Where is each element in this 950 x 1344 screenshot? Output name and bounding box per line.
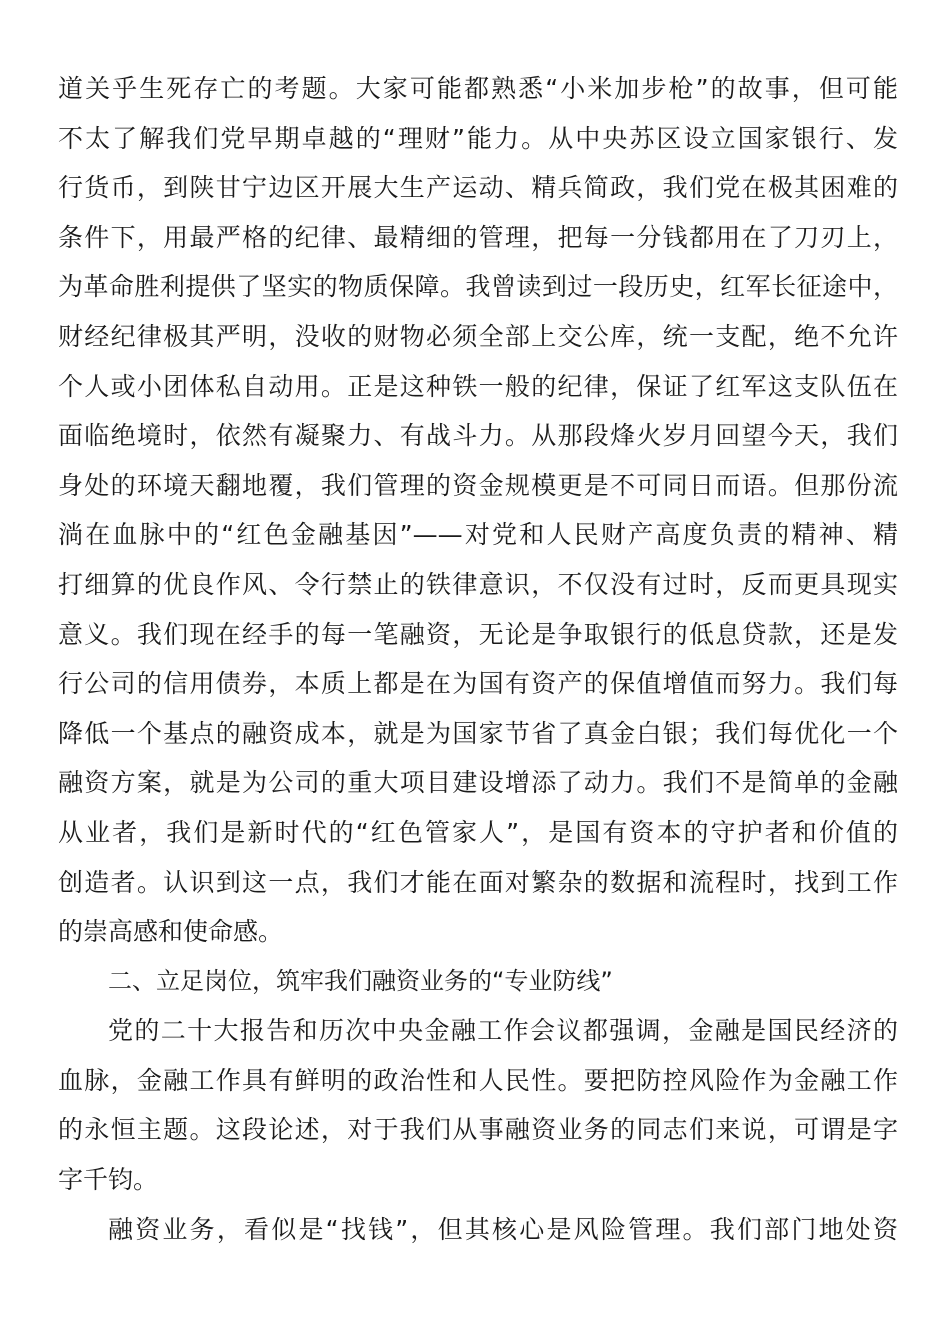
text-line: 财经纪律极其严明，没收的财物必须全部上交公库，统一支配，绝不允许 xyxy=(58,321,898,351)
text-line: 党的二十大报告和历次中央金融工作会议都强调，金融是国民经济的 xyxy=(108,1016,898,1046)
text-line: 的崇高感和使命感。 xyxy=(58,917,284,947)
text-line: 字千钧。 xyxy=(58,1165,159,1195)
text-line: 条件下，用最严格的纪律、最精细的管理，把每一分钱都用在了刀刃上， xyxy=(58,222,898,252)
text-line: 融资业务，看似是“找钱”，但其核心是风险管理。我们部门地处资 xyxy=(108,1214,898,1244)
section-heading xyxy=(58,957,898,1007)
text-line: 创造者。认识到这一点，我们才能在面对繁杂的数据和流程时，找到工作 xyxy=(58,867,898,897)
section-heading-text: 二、立足岗位，筑牢我们融资业务的“专业防线” xyxy=(108,966,613,995)
paragraph-1 xyxy=(58,64,898,957)
text-line: 为革命胜利提供了坚实的物质保障。我曾读到过一段历史，红军长征途中， xyxy=(58,272,898,302)
document-body xyxy=(58,64,898,1254)
text-line: 行公司的信用债券，本质上都是在为国有资产的保值增值而努力。我们每 xyxy=(58,669,898,699)
text-line: 淌在血脉中的“红色金融基因”——对党和人民财产高度负责的精神、精 xyxy=(58,520,898,550)
text-line: 身处的环境天翻地覆，我们管理的资金规模更是不可同日而语。但那份流 xyxy=(58,470,898,500)
text-line: 的永恒主题。这段论述，对于我们从事融资业务的同志们来说，可谓是字 xyxy=(58,1115,898,1145)
paragraph-3 xyxy=(58,1205,898,1255)
text-line: 不太了解我们党早期卓越的“理财”能力。从中央苏区设立国家银行、发 xyxy=(58,123,898,153)
text-line: 道关乎生死存亡的考题。大家可能都熟悉“小米加步枪”的故事，但可能 xyxy=(58,74,898,103)
text-line: 融资方案，就是为公司的重大项目建设增添了动力。我们不是简单的金融 xyxy=(58,768,898,798)
text-line: 血脉，金融工作具有鲜明的政治性和人民性。要把防控风险作为金融工作 xyxy=(58,1065,898,1095)
text-line: 个人或小团体私自动用。正是这种铁一般的纪律，保证了红军这支队伍在 xyxy=(58,371,898,401)
text-line: 行货币，到陕甘宁边区开展大生产运动、精兵简政，我们党在极其困难的 xyxy=(58,173,898,203)
text-line: 意义。我们现在经手的每一笔融资，无论是争取银行的低息贷款，还是发 xyxy=(58,619,898,649)
text-line: 面临绝境时，依然有凝聚力、有战斗力。从那段烽火岁月回望今天，我们 xyxy=(58,421,898,451)
text-line: 从业者，我们是新时代的“红色管家人”，是国有资本的守护者和价值的 xyxy=(58,817,898,847)
text-line: 打细算的优良作风、令行禁止的铁律意识，不仅没有过时，反而更具现实 xyxy=(58,569,898,599)
paragraph-2 xyxy=(58,1006,898,1204)
text-line: 降低一个基点的融资成本，就是为国家节省了真金白银；我们每优化一个 xyxy=(58,718,898,748)
